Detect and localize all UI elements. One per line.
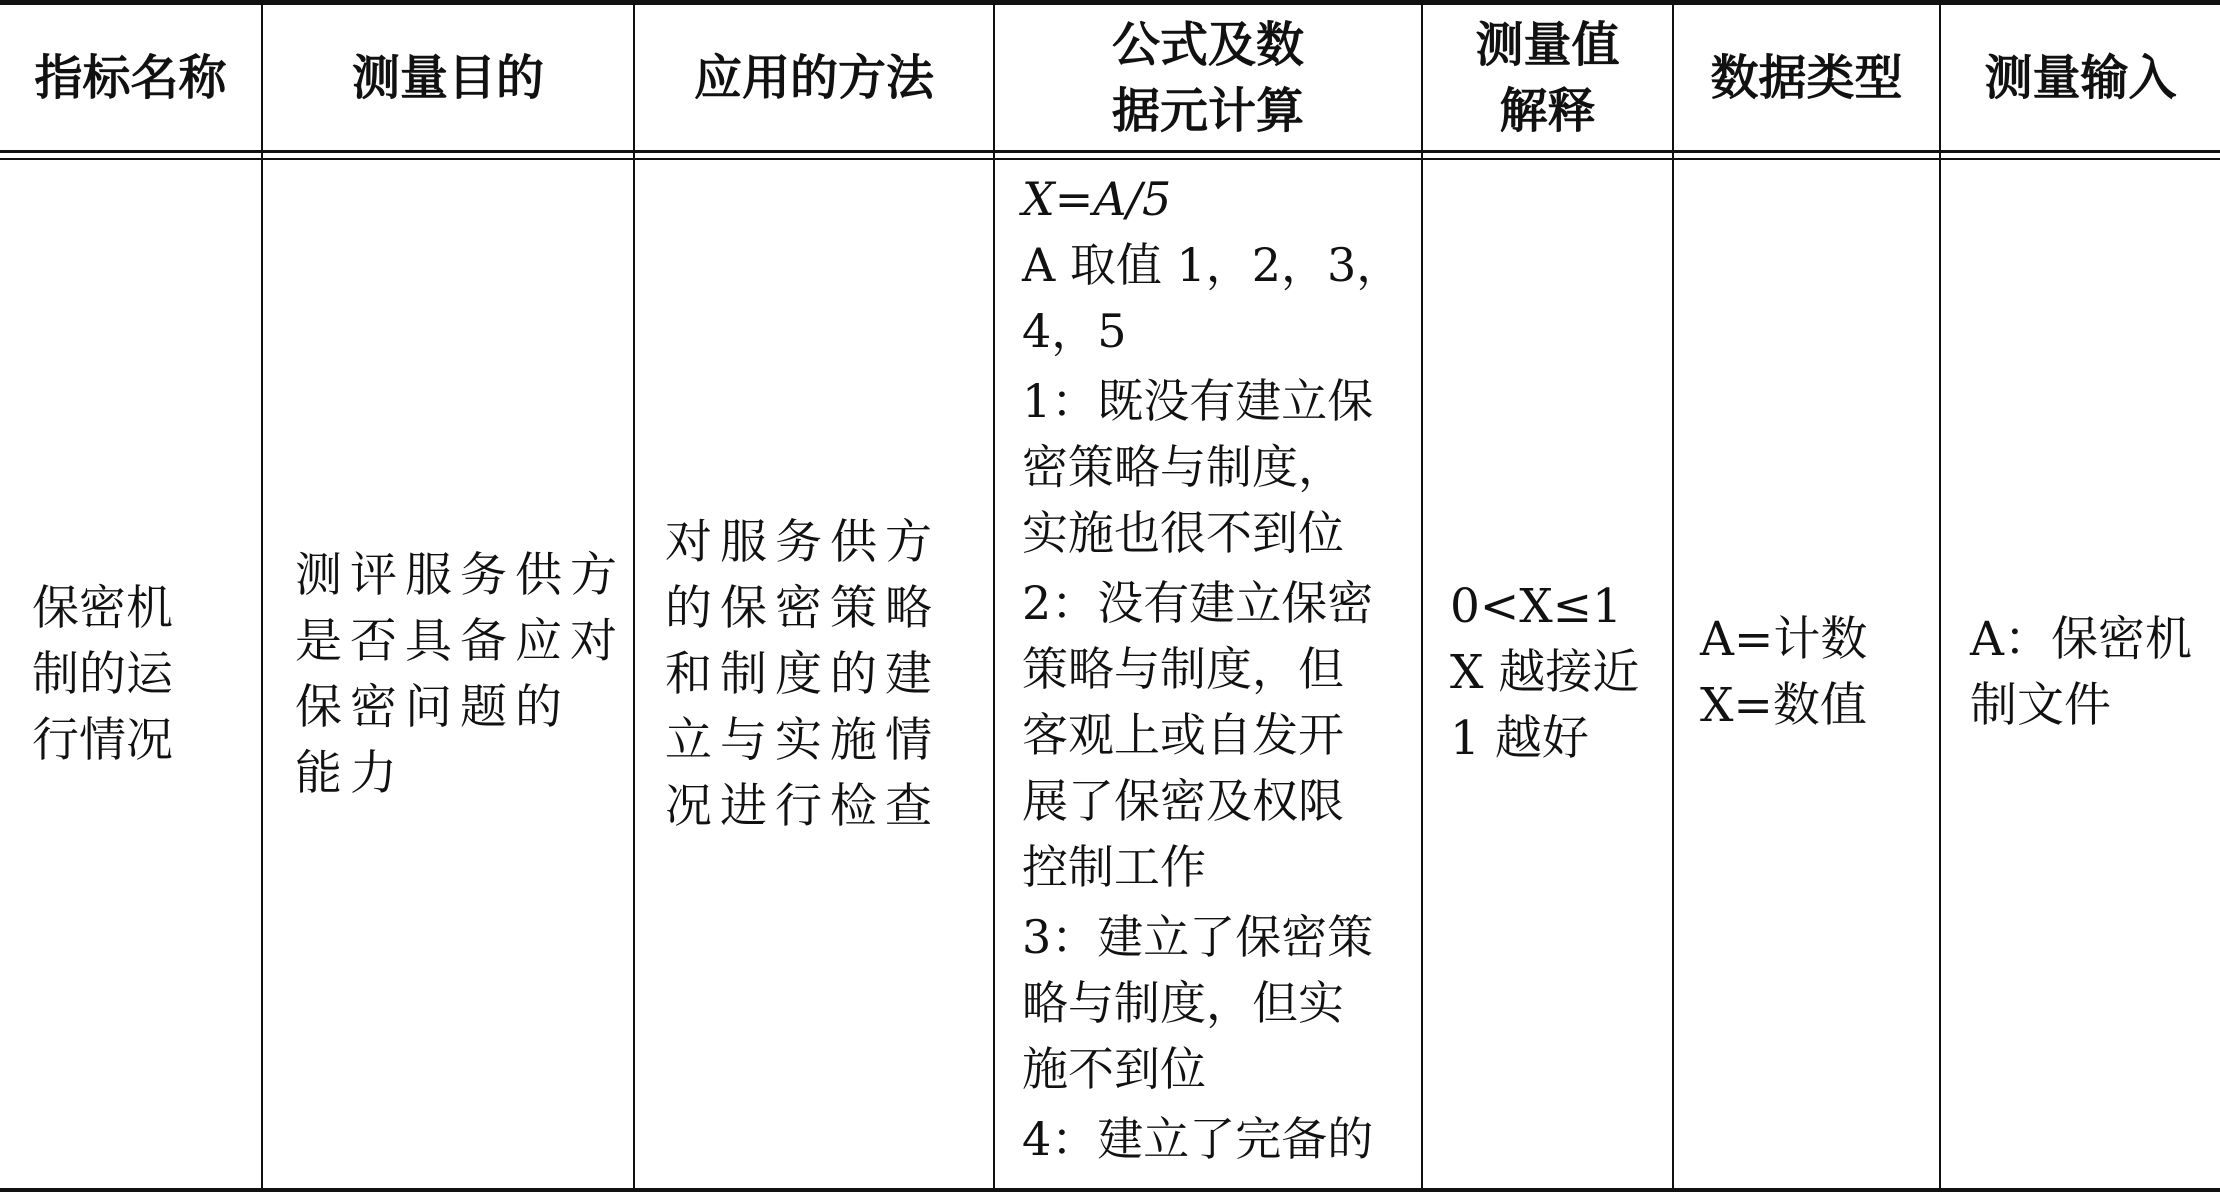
cell-purpose: 测评服务供方 是否具备应对 保密问题的 能力 <box>295 548 625 801</box>
formula-level-4: 4：建立了完备的 <box>1022 1112 1374 1166</box>
cell-input: A：保密机 制文件 <box>1970 612 2192 733</box>
header-purpose <box>263 5 633 150</box>
column-divider-5 <box>1672 0 1674 1190</box>
header-bottom-rule-2 <box>0 158 2220 160</box>
header-formula-text: 公式及数 据元计算 <box>1111 16 1304 139</box>
cell-interpretation: 0<X≤1 X 越接近 1 越好 <box>1450 579 1640 766</box>
formula-expression: X=A/5 <box>1022 172 1172 226</box>
header-indicator-name <box>0 5 261 150</box>
cell-formula <box>1022 166 1417 1172</box>
column-divider-3 <box>993 0 995 1190</box>
column-divider-2 <box>633 0 635 1190</box>
cell-indicator-name: 保密机 制的运 行情况 <box>32 581 173 768</box>
header-method-text: 应用的方法 <box>693 49 934 106</box>
header-indicator-name-text: 指标名称 <box>34 49 227 106</box>
header-interpretation <box>1423 5 1672 150</box>
formula-level-3: 3：建立了保密策 略与制度，但实 施不到位 <box>1022 910 1374 1096</box>
cell-data-type: A=计数 X=数值 <box>1700 612 1868 733</box>
header-bottom-rule-1 <box>0 150 2220 153</box>
formula-level-2: 2：没有建立保密 策略与制度，但 客观上或自发开 展了保密及权限 控制工作 <box>1022 576 1374 894</box>
header-method <box>635 5 993 150</box>
column-divider-4 <box>1421 0 1423 1190</box>
header-formula <box>995 5 1421 150</box>
formula-value-range: A 取值 1，2，3， 4，5 <box>1022 238 1403 358</box>
cell-method: 对服务供方 的保密策略 和制度的建 立与实施情 况进行检查 <box>665 515 940 834</box>
header-input-text: 测量输入 <box>1984 49 2177 106</box>
header-input <box>1941 5 2220 150</box>
column-divider-1 <box>261 0 263 1190</box>
header-data-type <box>1674 5 1939 150</box>
header-data-type-text: 数据类型 <box>1710 49 1903 106</box>
header-purpose-text: 测量目的 <box>351 49 544 106</box>
table-bottom-rule <box>0 1188 2220 1192</box>
header-interpretation-text: 测量值 解释 <box>1475 16 1620 139</box>
formula-level-1: 1：既没有建立保 密策略与制度， 实施也很不到位 <box>1022 374 1374 560</box>
column-divider-6 <box>1939 0 1941 1190</box>
